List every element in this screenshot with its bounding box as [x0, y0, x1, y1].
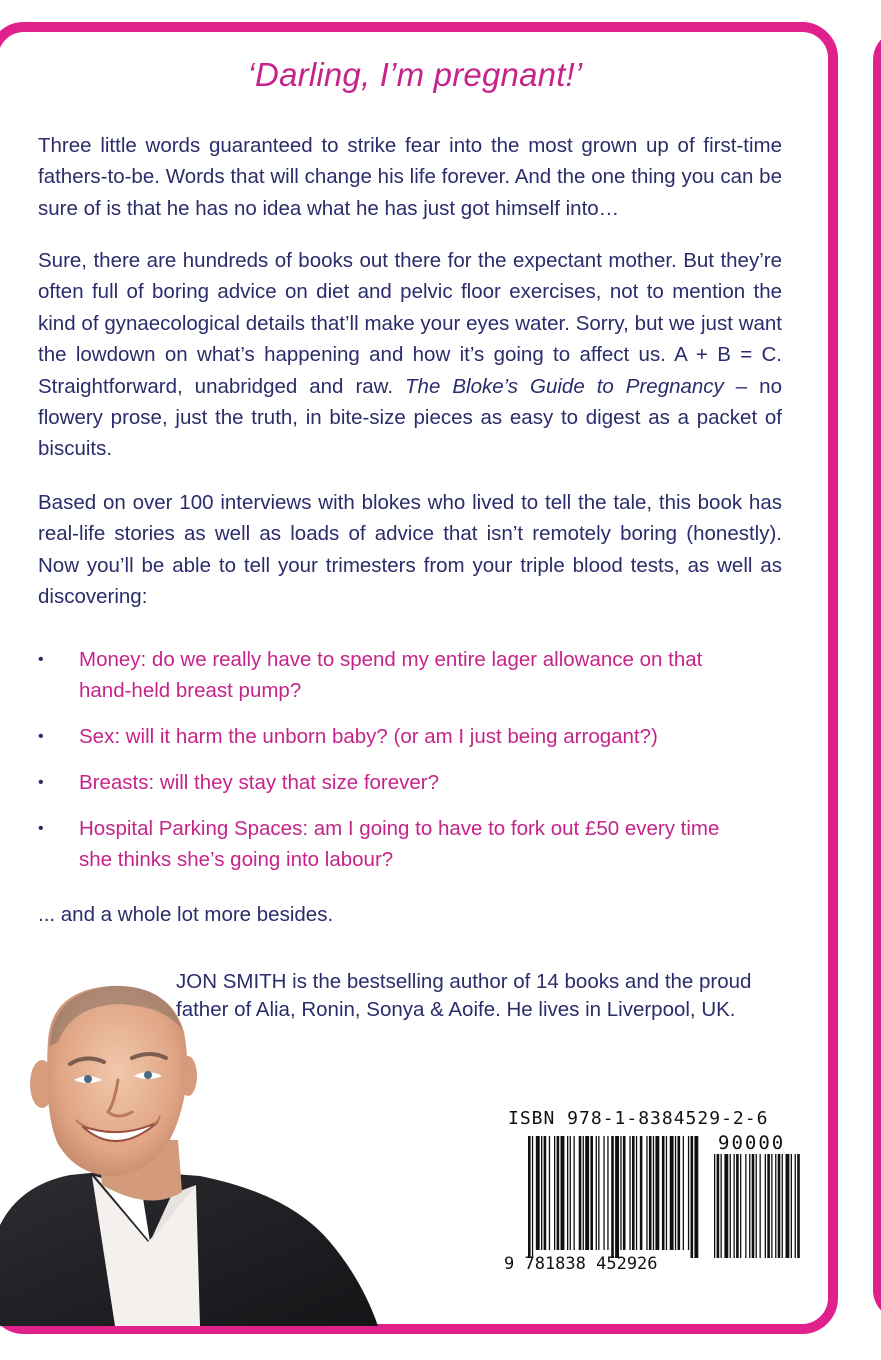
barcode-bars [500, 1108, 805, 1258]
barcode-bar [620, 1136, 621, 1250]
barcode-bar [611, 1136, 614, 1258]
barcode-bar [636, 1136, 637, 1250]
barcode-bar [666, 1136, 667, 1250]
interviews-paragraph: Based on over 100 interviews with blokes who lived to tell the tale, this book has real-life stories as well as loads of advice that isn’t remotely boring (honestly). Now you’ll be able to tell your trimesters from your triple blood tests, as well as discovering: [38, 491, 782, 609]
barcode-bar [767, 1154, 770, 1258]
barcode-bar [688, 1136, 689, 1250]
barcode-bar [532, 1136, 533, 1258]
bullet-icon: • [38, 651, 44, 668]
ean-digits: 9 781838 452926 [504, 1254, 658, 1274]
barcode-bar [653, 1136, 654, 1250]
description-text-before: Sure, there are hundreds of books out there for the expectant mother. But they’re often full of boring advice on diet and pelvic floor exercises, not to mention the kind of gynaecological details that’ll make your eyes water. Sorry, but we just want the lowdown on what’s happening and how it’s going to affect us. A + B = C. Straightforward, unabridged and raw. [38, 249, 782, 398]
intro-paragraph: Three little words guaranteed to strike fear into the most grown up of first-time fathers-to-be. Words that will change his life forever. And the one thing you can be sure of is that he has no idea what he has just got himself into… [38, 134, 782, 220]
barcode-bar [662, 1136, 665, 1250]
barcode-bar [691, 1136, 694, 1258]
barcode-bar [544, 1136, 547, 1250]
list-item [38, 721, 738, 752]
isbn-number: ISBN 978-1-8384529-2-6 [508, 1108, 769, 1129]
barcode-bar [740, 1154, 741, 1258]
barcode-bar [724, 1154, 728, 1258]
barcode-bar [791, 1154, 792, 1258]
barcode-bar [797, 1154, 800, 1258]
barcode-bar [596, 1136, 597, 1250]
barcode-bar [570, 1136, 571, 1250]
list-item-text: Hospital Parking Spaces: am I going to have to fork out £50 every time she thinks she’s going into labour? [79, 817, 720, 871]
bullet-icon: • [38, 728, 44, 745]
headline: ‘Darling, I’m pregnant!’ [247, 56, 583, 93]
barcode-bar [583, 1136, 584, 1250]
barcode-bar [717, 1154, 720, 1258]
barcode-bar [549, 1136, 550, 1250]
barcode-bar [623, 1136, 626, 1250]
barcode-bar [775, 1154, 776, 1258]
bullet-icon: • [38, 820, 44, 837]
isbn-barcode [500, 1108, 805, 1278]
price-code: 90000 [718, 1132, 786, 1154]
barcode-bar [721, 1154, 722, 1258]
barcode-bar [640, 1136, 643, 1250]
barcode-bar [632, 1136, 635, 1250]
barcode-bar [782, 1154, 783, 1258]
barcode-bar [745, 1154, 746, 1258]
barcode-bar [736, 1154, 739, 1258]
barcode-bar [536, 1136, 540, 1250]
barcode-bar [795, 1154, 796, 1258]
list-item [38, 767, 738, 798]
barcode-bar [615, 1136, 619, 1258]
barcode-bar [574, 1136, 575, 1250]
barcode-bar [607, 1136, 608, 1250]
bullet-icon: • [38, 774, 44, 791]
barcode-bar [561, 1136, 565, 1250]
barcode-bar [765, 1154, 766, 1258]
closing-line: ... and a whole lot more besides. [38, 903, 334, 926]
barcode-bar [567, 1136, 568, 1250]
barcode-bar [786, 1154, 790, 1258]
barcode-bar [649, 1136, 652, 1250]
spine-border [873, 30, 881, 1320]
barcode-bar [760, 1154, 761, 1258]
barcode-bar [655, 1136, 659, 1250]
description-paragraph [38, 245, 782, 465]
barcode-bar [683, 1136, 684, 1250]
book-title-italic: The Bloke’s Guide to Pregnancy [405, 374, 724, 398]
barcode-bar [590, 1136, 593, 1250]
barcode-bar [629, 1136, 630, 1250]
author-photo [0, 980, 385, 1326]
barcode-bar [557, 1136, 560, 1250]
barcode-bar [528, 1136, 531, 1258]
barcode-bar [771, 1154, 772, 1258]
barcode-bar [714, 1154, 715, 1258]
list-item-text: Money: do we really have to spend my entire lager allowance on that hand-held breast pump? [79, 648, 703, 702]
barcode-bar [579, 1136, 582, 1250]
list-item [38, 644, 738, 706]
description-text-after: – no flowery prose, just the truth, in bite-size pieces as easy to digest as a packet of biscuits. [38, 374, 782, 461]
author-bio: JON SMITH is the bestselling author of 14 books and the proud father of Alia, Ronin, Sonya & Aoife. He lives in Liverpool, UK. [176, 970, 752, 1021]
barcode-bar [756, 1154, 757, 1258]
barcode-bar [730, 1154, 731, 1258]
barcode-bar [778, 1154, 781, 1258]
barcode-bar [734, 1154, 735, 1258]
list-item-text: Breasts: will they stay that size forever? [79, 771, 440, 794]
list-item [38, 813, 738, 875]
barcode-bar [749, 1154, 750, 1258]
barcode-bar [585, 1136, 589, 1250]
barcode-bar [752, 1154, 755, 1258]
list-item-text: Sex: will it harm the unborn baby? (or am I just being arrogant?) [79, 725, 658, 748]
barcode-bar [694, 1136, 698, 1258]
barcode-bar [554, 1136, 555, 1250]
barcode-bar [678, 1136, 681, 1250]
barcode-bar [603, 1136, 604, 1250]
barcode-bar [598, 1136, 599, 1250]
barcode-bar [675, 1136, 676, 1250]
barcode-bar [541, 1136, 542, 1250]
discovery-list [38, 644, 738, 890]
barcode-bar [670, 1136, 674, 1250]
barcode-bar [646, 1136, 647, 1250]
